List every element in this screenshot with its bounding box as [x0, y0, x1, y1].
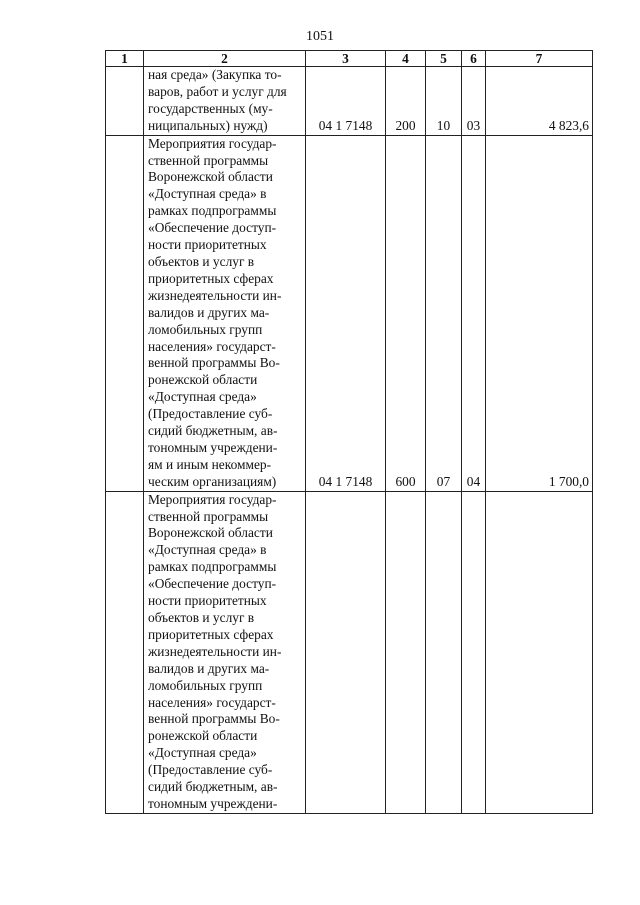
col-header-6: 6 [462, 51, 486, 67]
description-line: населения» государст- [148, 338, 276, 354]
description-cell [144, 491, 306, 813]
subsection-cell: 04 [462, 135, 486, 491]
budget-table [105, 50, 593, 814]
subsection-cell: 03 [462, 67, 486, 136]
amount-cell: 1 700,0 [486, 135, 593, 491]
description-line: Мероприятия государ- [148, 491, 277, 507]
description-line: «Обеспечение доступ- [148, 220, 277, 236]
amount-cell [486, 491, 593, 813]
description-line: ломобильных групп [148, 321, 263, 337]
description-line: приоритетных сферах [148, 626, 274, 642]
description-line: тономным учреждени- [148, 439, 278, 455]
description-line: жизнедеятельности ин- [148, 643, 282, 659]
section-cell [426, 491, 462, 813]
header-row [106, 51, 593, 67]
col-header-1: 1 [106, 51, 144, 67]
description-line: венной программы Во- [148, 355, 280, 371]
amount-cell: 4 823,6 [486, 67, 593, 136]
description-line: рамках подпрограммы [148, 559, 277, 575]
description-line: «Доступная среда» в [148, 542, 267, 558]
description-line: валидов и других ма- [148, 304, 270, 320]
description-line: Мероприятия государ- [148, 135, 277, 151]
description-line: ниципальных) нужд) [148, 117, 268, 133]
description-line: (Предоставление суб- [148, 762, 273, 778]
description-line: тономным учреждени- [148, 795, 278, 811]
table-row [106, 491, 593, 813]
description-line: населения» государст- [148, 694, 276, 710]
description-line: «Доступная среда» [148, 745, 257, 761]
col-header-5: 5 [426, 51, 462, 67]
description-line: (Предоставление суб- [148, 406, 273, 422]
section-cell: 07 [426, 135, 462, 491]
description-line: ческим организациям) [148, 473, 277, 489]
description-line: сидий бюджетным, ав- [148, 423, 278, 439]
col-header-2: 2 [144, 51, 306, 67]
expense-type-cell: 600 [386, 135, 426, 491]
description-line: рамках подпрограммы [148, 203, 277, 219]
description-cell [144, 135, 306, 491]
description-line: Воронежской области [148, 169, 273, 185]
row-index-cell [106, 491, 144, 813]
description-line: ственной программы [148, 152, 269, 168]
description-line: «Доступная среда» в [148, 186, 267, 202]
description-line: ронежской области [148, 728, 258, 744]
description-line: ям и иным некоммер- [148, 456, 272, 472]
expense-type-cell: 200 [386, 67, 426, 136]
col-header-7: 7 [486, 51, 593, 67]
description-line: ломобильных групп [148, 677, 263, 693]
row-index-cell [106, 135, 144, 491]
table-row [106, 135, 593, 491]
row-index-cell [106, 67, 144, 136]
description-cell [144, 67, 306, 136]
description-line: «Доступная среда» [148, 389, 257, 405]
col-header-4: 4 [386, 51, 426, 67]
col-header-3: 3 [306, 51, 386, 67]
description-line: ности приоритетных [148, 593, 267, 609]
page-number: 1051 [306, 29, 334, 44]
expense-type-cell [386, 491, 426, 813]
description-line: ная среда» (Закупка то- [148, 67, 282, 82]
target-article-cell [306, 491, 386, 813]
description-line: ности приоритетных [148, 237, 267, 253]
target-article-cell: 04 1 7148 [306, 135, 386, 491]
target-article-cell: 04 1 7148 [306, 67, 386, 136]
description-line: Воронежской области [148, 525, 273, 541]
table-row [106, 67, 593, 136]
description-line: приоритетных сферах [148, 270, 274, 286]
description-line: жизнедеятельности ин- [148, 287, 282, 303]
description-line: ственной программы [148, 508, 269, 524]
description-line: объектов и услуг в [148, 253, 255, 269]
subsection-cell [462, 491, 486, 813]
description-line: венной программы Во- [148, 711, 280, 727]
description-line: «Обеспечение доступ- [148, 576, 277, 592]
description-line: объектов и услуг в [148, 610, 255, 625]
description-line: ронежской области [148, 372, 258, 388]
section-cell: 10 [426, 67, 462, 136]
description-line: государственных (му- [148, 100, 273, 116]
description-line: сидий бюджетным, ав- [148, 779, 278, 795]
description-line: варов, работ и услуг для [148, 83, 287, 99]
description-line: валидов и других ма- [148, 660, 270, 676]
